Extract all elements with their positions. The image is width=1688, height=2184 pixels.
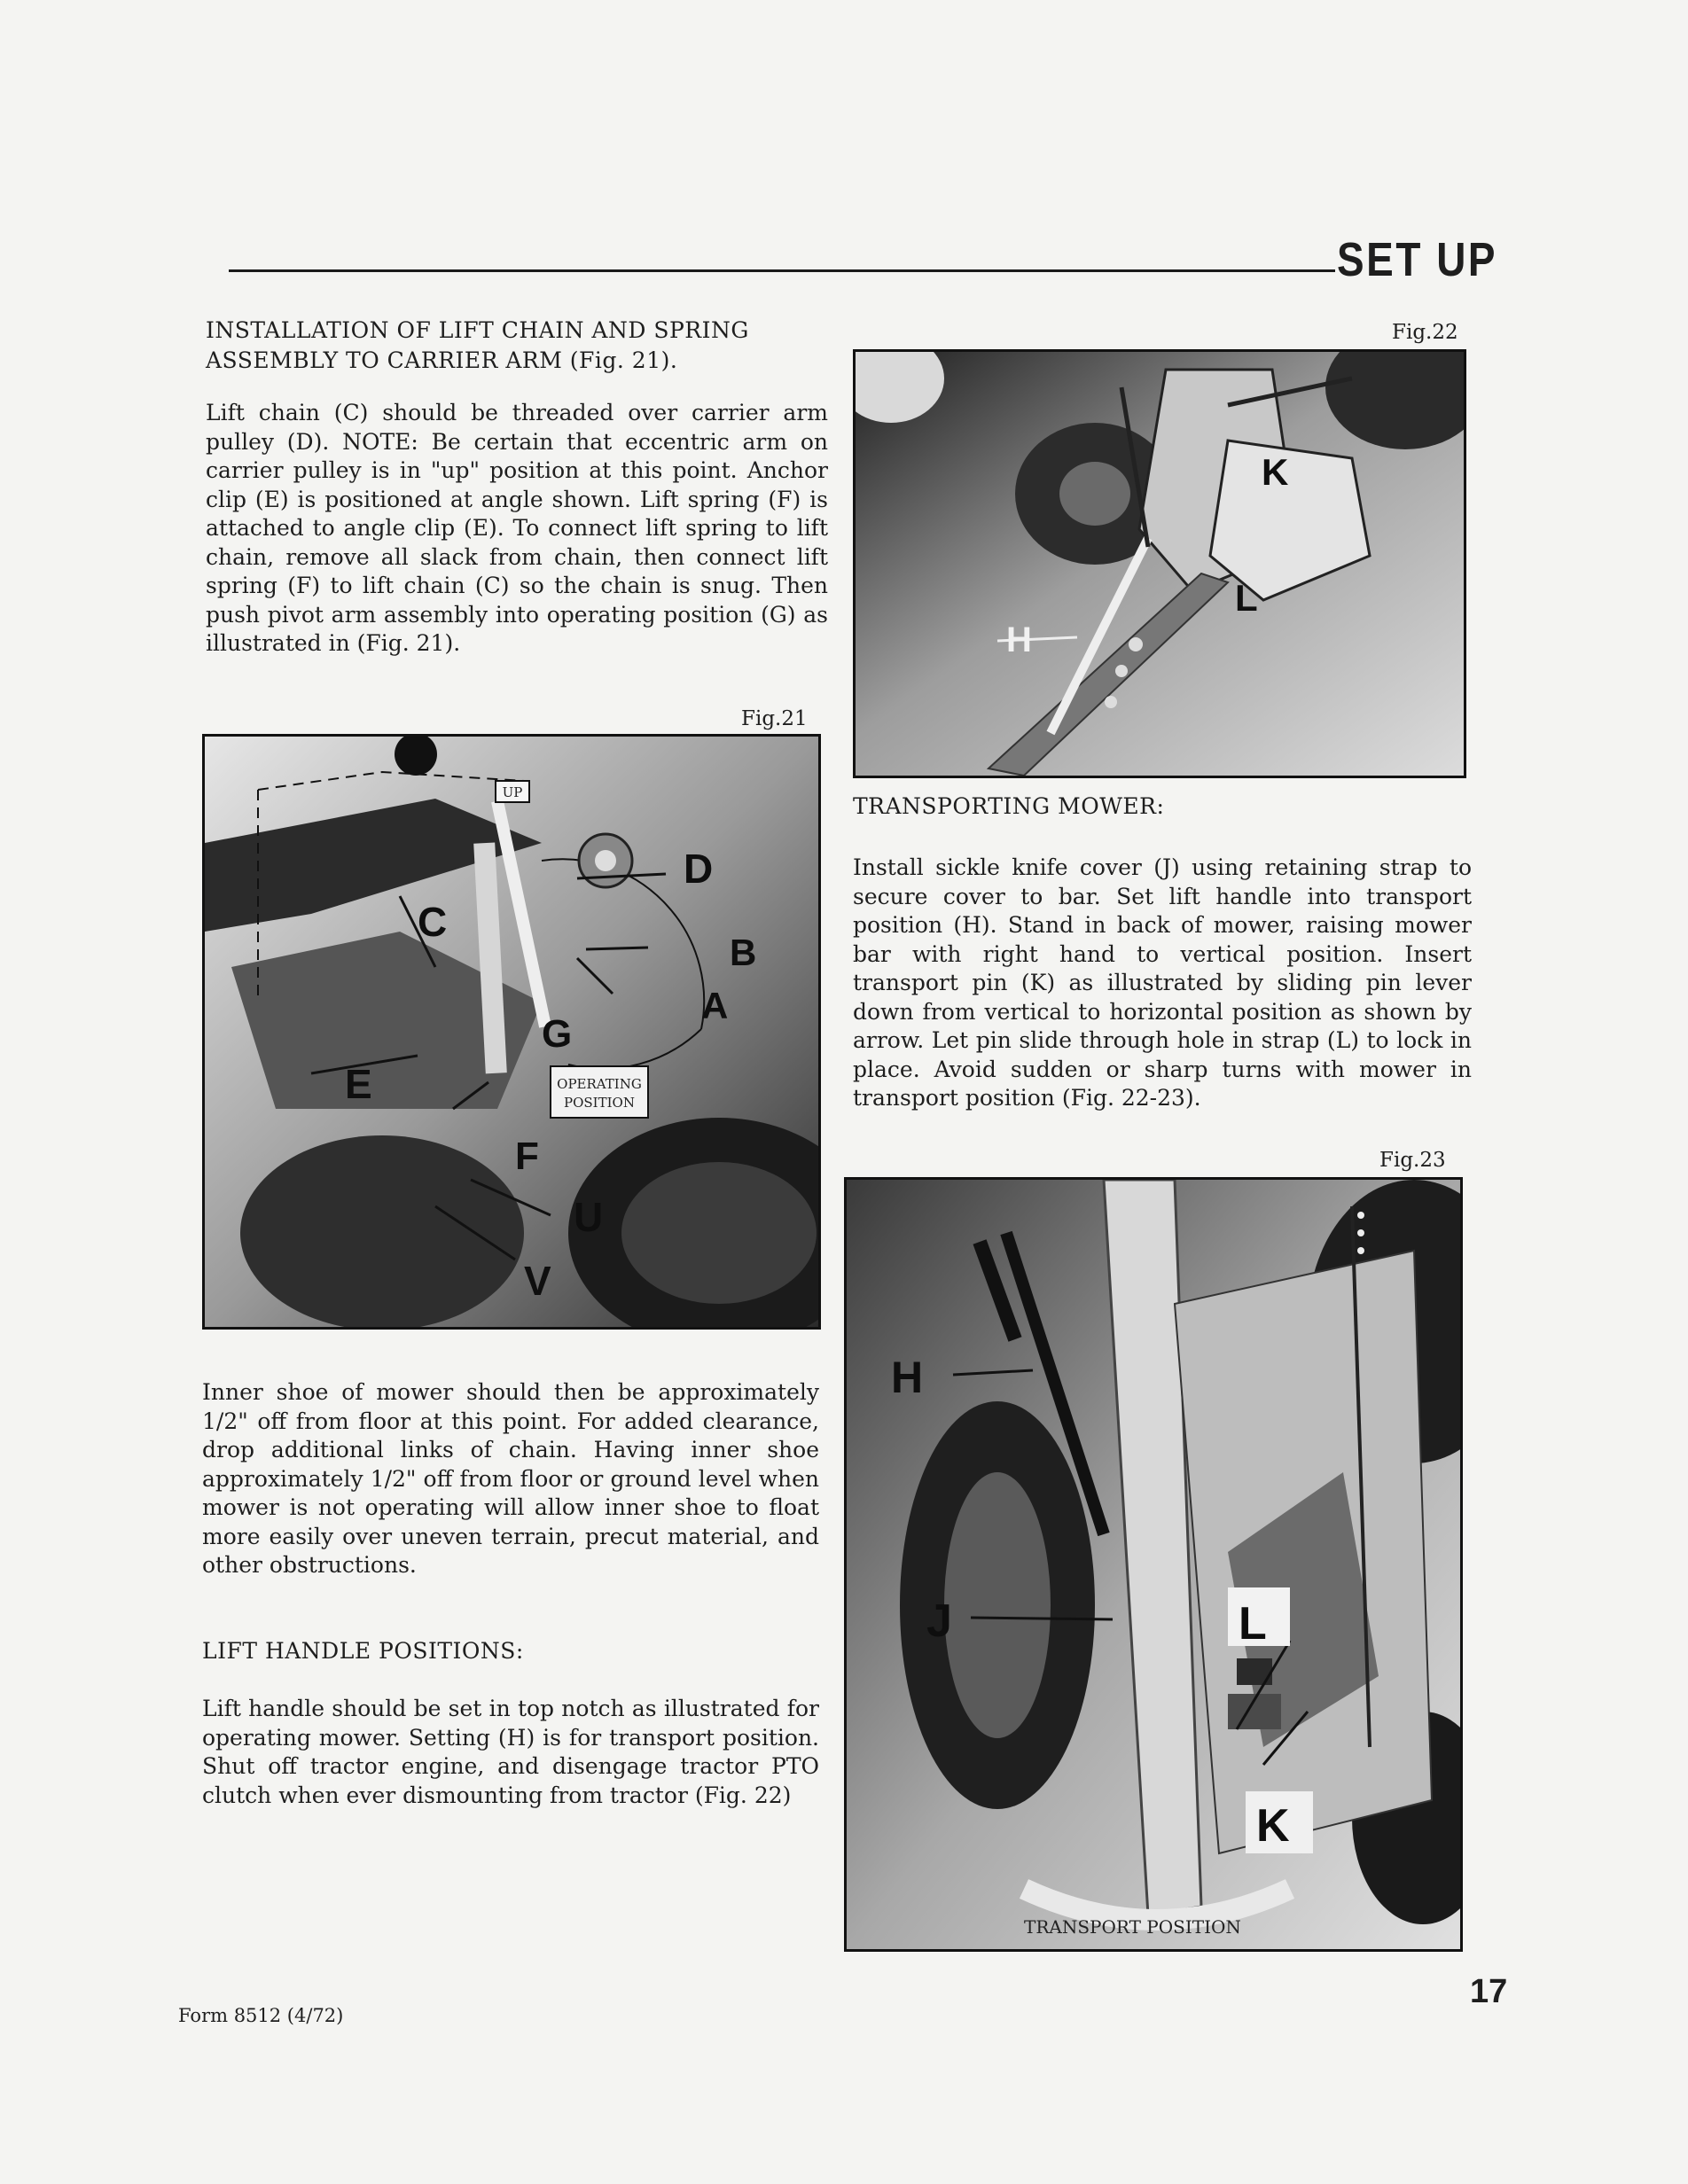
fig23-callout-h: H [891, 1353, 924, 1402]
paragraph-lift-handle: Lift handle should be set in top notch as illustrated for operating mower. Setting (H) is for transport position. Shut off tractor engine, and disengage tractor PTO clutch when ever dismounting from tractor (Fig. 22) [202, 1696, 819, 1808]
fig21-callout-e: E [345, 1061, 372, 1107]
fig21-callout-v: V [524, 1258, 551, 1304]
heading-lift-chain: INSTALLATION OF LIFT CHAIN AND SPRING ASSEMBLY TO CARRIER ARM (Fig. 21). [206, 317, 749, 373]
fig23-label: Fig.23 [1379, 1149, 1446, 1172]
fig23-callout-j: J [926, 1595, 952, 1647]
fig22-photo [853, 349, 1466, 778]
fig23-callout-l: L [1239, 1598, 1267, 1650]
fig21-callout-c: C [418, 899, 448, 945]
fig23-callout-k: K [1256, 1800, 1290, 1852]
fig21-box-line1: OPERATING [557, 1076, 642, 1092]
form-number: Form 8512 (4/72) [178, 2005, 344, 2026]
fig22-callout-h: H [1006, 620, 1032, 659]
fig21-callout-f: F [515, 1135, 539, 1178]
heading-lift-handle: LIFT HANDLE POSITIONS: [202, 1638, 524, 1664]
header-rule [229, 269, 1335, 272]
fig21-callout-g: G [542, 1012, 573, 1056]
heading-transporting: TRANSPORTING MOWER: [853, 793, 1165, 819]
fig23-caption: TRANSPORT POSITION [1024, 1916, 1241, 1938]
fig22-label: Fig.22 [1392, 321, 1458, 344]
fig21-callout-d: D [684, 846, 714, 892]
paragraph-inner-shoe: Inner shoe of mower should then be approximately 1/2" off from floor at this point. For added clearance, drop additional links of chain. Having inner shoe approximately 1/2" off from floor or ground level when mower is not operating will allow inner shoe to float more easily over uneven terrain, precut material, and other obstructions. [202, 1379, 819, 1578]
fig22-callout-k: K [1262, 451, 1289, 493]
fig21-callout-b: B [730, 932, 757, 973]
fig21-callout-u: U [574, 1194, 604, 1240]
fig21-callout-up: UP [502, 784, 523, 800]
paragraph-lift-chain: Lift chain (C) should be threaded over carrier arm pulley (D). NOTE: Be certain that eccentric arm on carrier pulley is in "up" position at this point. Anchor clip (E) is positioned at angle shown. Lift spring (F) is attached to angle clip (E). To connect lift spring to lift chain, remove all slack from chain, then connect lift spring (F) to lift chain (C) so the chain is snug. Then push pivot arm assembly into operating position (G) as illustrated in (Fig. 21). [206, 400, 828, 656]
section-title: SET UP [1337, 233, 1498, 286]
page-number: 17 [1470, 1973, 1508, 2010]
fig21-photo [202, 734, 821, 1330]
fig21-callout-a: A [701, 985, 729, 1026]
paragraph-transporting: Install sickle knife cover (J) using retaining strap to secure cover to bar. Set lift handle into transport position (H). Stand in back of mower, raising mower bar with right hand to vertical position. Insert transport pin (K) as illustrated by sliding pin lever down from vertical to horizontal position as shown by arrow. Let pin slide through hole in strap (L) to lock in place. Avoid sudden or sharp turns with mower in transport position (Fig. 22-23). [853, 854, 1472, 1111]
fig23-photo [844, 1177, 1463, 1952]
fig21-box-line2: POSITION [564, 1095, 635, 1111]
fig22-callout-l: L [1235, 577, 1258, 619]
fig21-label: Fig.21 [741, 707, 808, 730]
